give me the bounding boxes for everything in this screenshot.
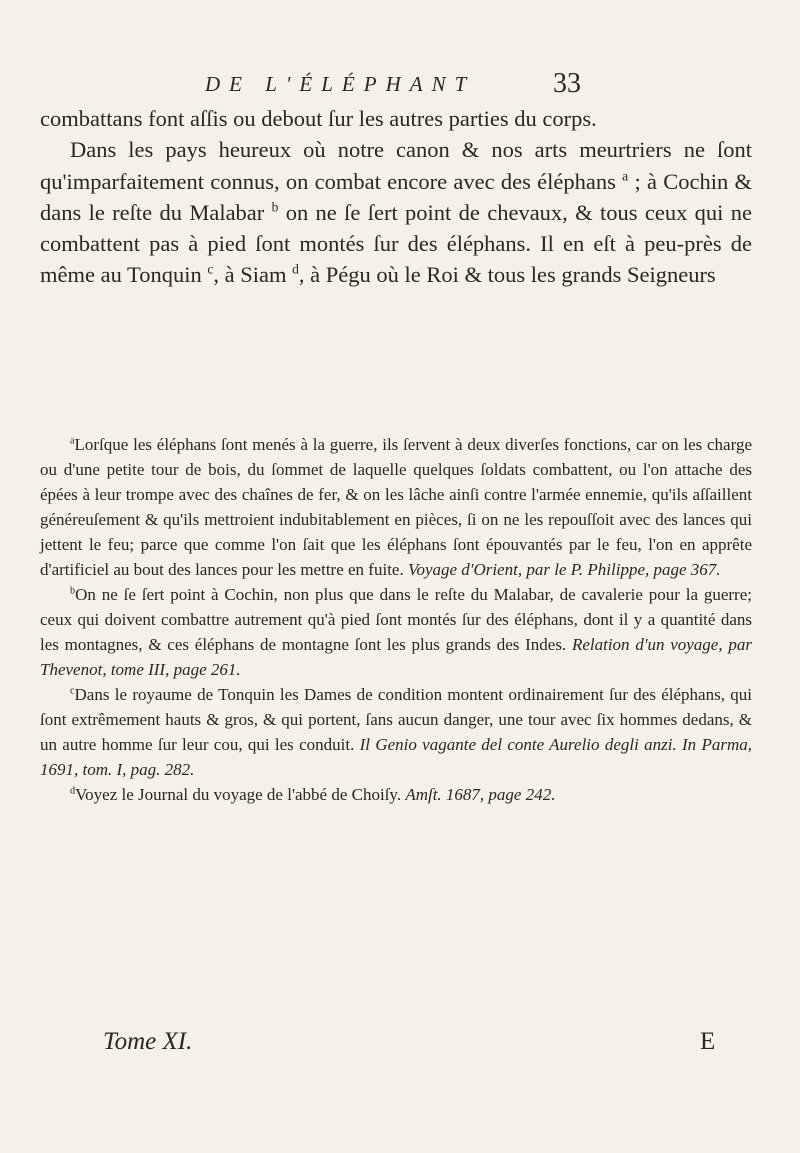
volume-label: Tome XI.	[103, 1028, 193, 1055]
running-title: DE L'ÉLÉPHANT	[205, 72, 476, 96]
main-text	[40, 103, 752, 291]
footnote-text: Voyez le Journal du voyage de l'abbé de Choiſy.	[75, 785, 402, 804]
footnote-d	[40, 782, 752, 807]
footnote-citation: Amſt. 1687, page 242.	[405, 785, 556, 804]
footnote-citation: Voyage d'Orient, par le P. Philippe, page 367.	[407, 560, 721, 579]
text-segment: Dans les pays heureux où notre canon & nos arts meurtriers ne ſont qu'imparfaitement connus, on combat encore avec des éléphans	[40, 137, 752, 194]
footnote-mark: d	[70, 785, 76, 797]
note-ref-d: d	[292, 261, 299, 277]
footnote-text: Dans le royaume de Tonquin les Dames de condition montent ordinairement ſur des éléphans, qui ſont extrêmement hauts & gros, & qui portent, ſans aucun danger, une tour avec ſix hommes dedans, & un autre homme ſur leur cou, qui les conduit.	[40, 685, 752, 754]
footnote-a	[40, 432, 752, 582]
page-footer	[0, 1028, 800, 1062]
paragraph-continuation: combattans font aſſis ou debout ſur les autres parties du corps.	[40, 106, 597, 131]
note-ref-b: b	[271, 199, 279, 215]
signature-mark: E	[700, 1028, 716, 1055]
page-number: 33	[553, 68, 581, 99]
footnote-mark: a	[70, 435, 75, 447]
footnote-mark: c	[70, 685, 75, 697]
paragraph-war-elephants	[40, 134, 752, 290]
footnote-text: On ne ſe ſert point à Cochin, non plus que dans le reſte du Malabar, de cavalerie pour la guerre; ceux qui doivent combattre autrement qu'à pied ſont montés ſur des éléphans, dont il y a quantité dans les montagnes, & ces éléphans de montagne ſont les plus grands des Indes.	[40, 585, 752, 654]
footnote-citation: Relation d'un voyage, par Thevenot, tome III, page 261.	[40, 635, 752, 679]
running-head	[0, 62, 800, 102]
text-segment: on ne ſe ſert point de chevaux, & tous ceux qui ne combattent pas à pied ſont montés ſur des éléphans. Il en eſt à peu-près de même au Tonquin	[40, 199, 752, 288]
footnote-citation: Il Genio vagante del conte Aurelio degli anzi. In Parma, 1691, tom. I, pag. 282.	[40, 735, 752, 779]
note-ref-c: c	[207, 261, 214, 277]
footnote-c	[40, 682, 752, 782]
footnotes	[40, 432, 752, 807]
note-ref-a: a	[622, 168, 629, 184]
footnote-text: Lorſque les éléphans ſont menés à la guerre, ils ſervent à deux diverſes fonctions, car on les charge ou d'une petite tour de bois, du ſommet de laquelle quelques ſoldats combattent, ou l'on attache des épées à leur trompe avec des chaînes de fer, & on les lâche ainſi contre l'armée ennemie, qu'ils aſſaillent généreuſement & qu'ils mettroient indubitablement en pièces, ſi on ne les repouſſoit avec des lances qui jettent le feu; parce que comme l'on ſait que les éléphans ſont épouvantés par le feu, l'on en apprête d'artificiel au bout des lances pour les mettre en fuite.	[40, 435, 752, 579]
text-segment: ; à Cochin & dans le reſte du Malabar	[40, 168, 753, 225]
footnote-mark: b	[70, 585, 76, 597]
footnote-b	[40, 582, 752, 682]
text-segment: , à Pégu où le Roi & tous les grands Seigneurs	[298, 262, 716, 288]
text-segment: , à Siam	[213, 262, 287, 288]
